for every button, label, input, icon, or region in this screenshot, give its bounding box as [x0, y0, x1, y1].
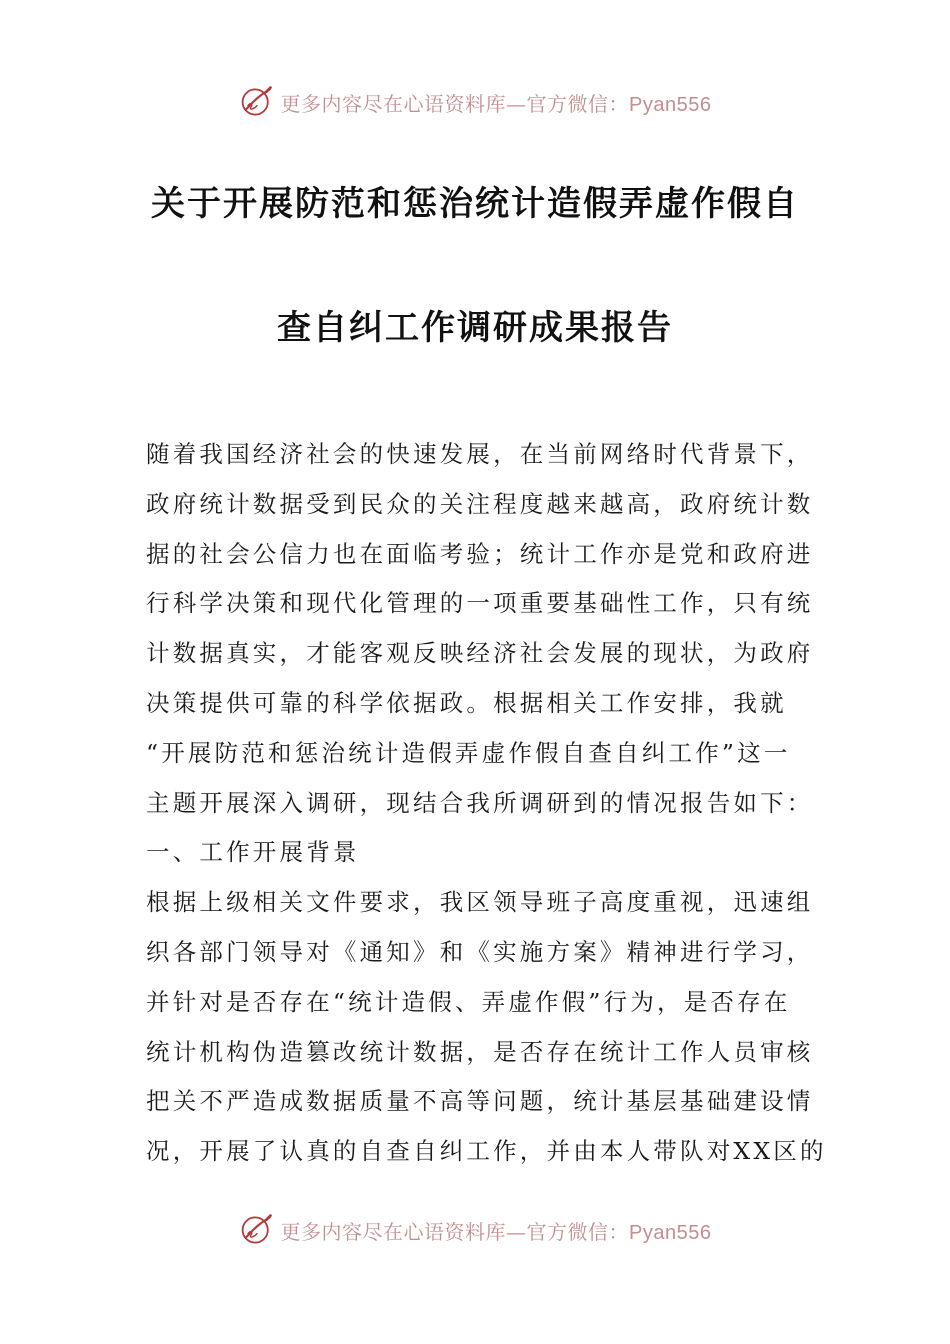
watermark-text — [281, 1216, 712, 1245]
watermark-dash: — — [506, 91, 527, 116]
body-line: 并针对是否存在“统计造假、弄虚作假”行为，是否存在 — [146, 987, 791, 1016]
body-line: 据的社会公信力也在面临考验；统计工作亦是党和政府进 — [146, 539, 814, 568]
body-line: 把关不严造成数据质量不高等问题，统计基层基础建设情 — [146, 1087, 814, 1116]
body-line: 根据上级相关文件要求，我区领导班子高度重视，迅速组 — [146, 888, 814, 917]
watermark-banner-top — [0, 82, 950, 122]
watermark-text — [281, 88, 712, 117]
watermark-brand: 更多内容尽在心语资料库 — [280, 91, 507, 116]
body-line: 统计机构伪造篡改统计数据，是否存在统计工作人员审核 — [146, 1037, 814, 1066]
watermark-wechat-id: Pyan556 — [629, 93, 712, 116]
pen-signature-icon — [239, 84, 275, 120]
watermark-brand: 更多内容尽在心语资料库 — [280, 1219, 507, 1244]
section-heading: 一、工作开展背景 — [146, 838, 360, 867]
document-body — [146, 430, 827, 1177]
watermark-official-label: 官方微信： — [526, 91, 630, 116]
body-line: “开展防范和惩治统计造假弄虚作假自查自纠工作”这一 — [146, 738, 791, 767]
body-line: 况，开展了认真的自查自纠工作，并由本人带队对XX区的 — [146, 1137, 827, 1166]
body-line: 织各部门领导对《通知》和《实施方案》精神进行学习， — [146, 937, 814, 966]
body-line: 决策提供可靠的科学依据政。根据相关工作安排，我就 — [146, 688, 787, 717]
watermark-wechat-id: Pyan556 — [629, 1221, 712, 1244]
body-line: 计数据真实，才能客观反映经济社会发展的现状，为政府 — [146, 639, 814, 668]
watermark-dash: — — [506, 1219, 527, 1244]
document-title-line-1: 关于开展防范和惩治统计造假弄虚作假自 — [151, 184, 799, 224]
document-title-line-2: 查自纠工作调研成果报告 — [277, 308, 673, 348]
body-line: 行科学决策和现代化管理的一项重要基础性工作，只有统 — [146, 589, 814, 618]
watermark-banner-bottom — [0, 1210, 950, 1250]
body-line: 政府统计数据受到民众的关注程度越来越高，政府统计数 — [146, 489, 814, 518]
pen-signature-icon — [239, 1212, 275, 1248]
body-line: 主题开展深入调研，现结合我所调研到的情况报告如下： — [146, 788, 814, 817]
body-line: 随着我国经济社会的快速发展，在当前网络时代背景下， — [146, 440, 814, 468]
watermark-official-label: 官方微信： — [526, 1219, 630, 1244]
